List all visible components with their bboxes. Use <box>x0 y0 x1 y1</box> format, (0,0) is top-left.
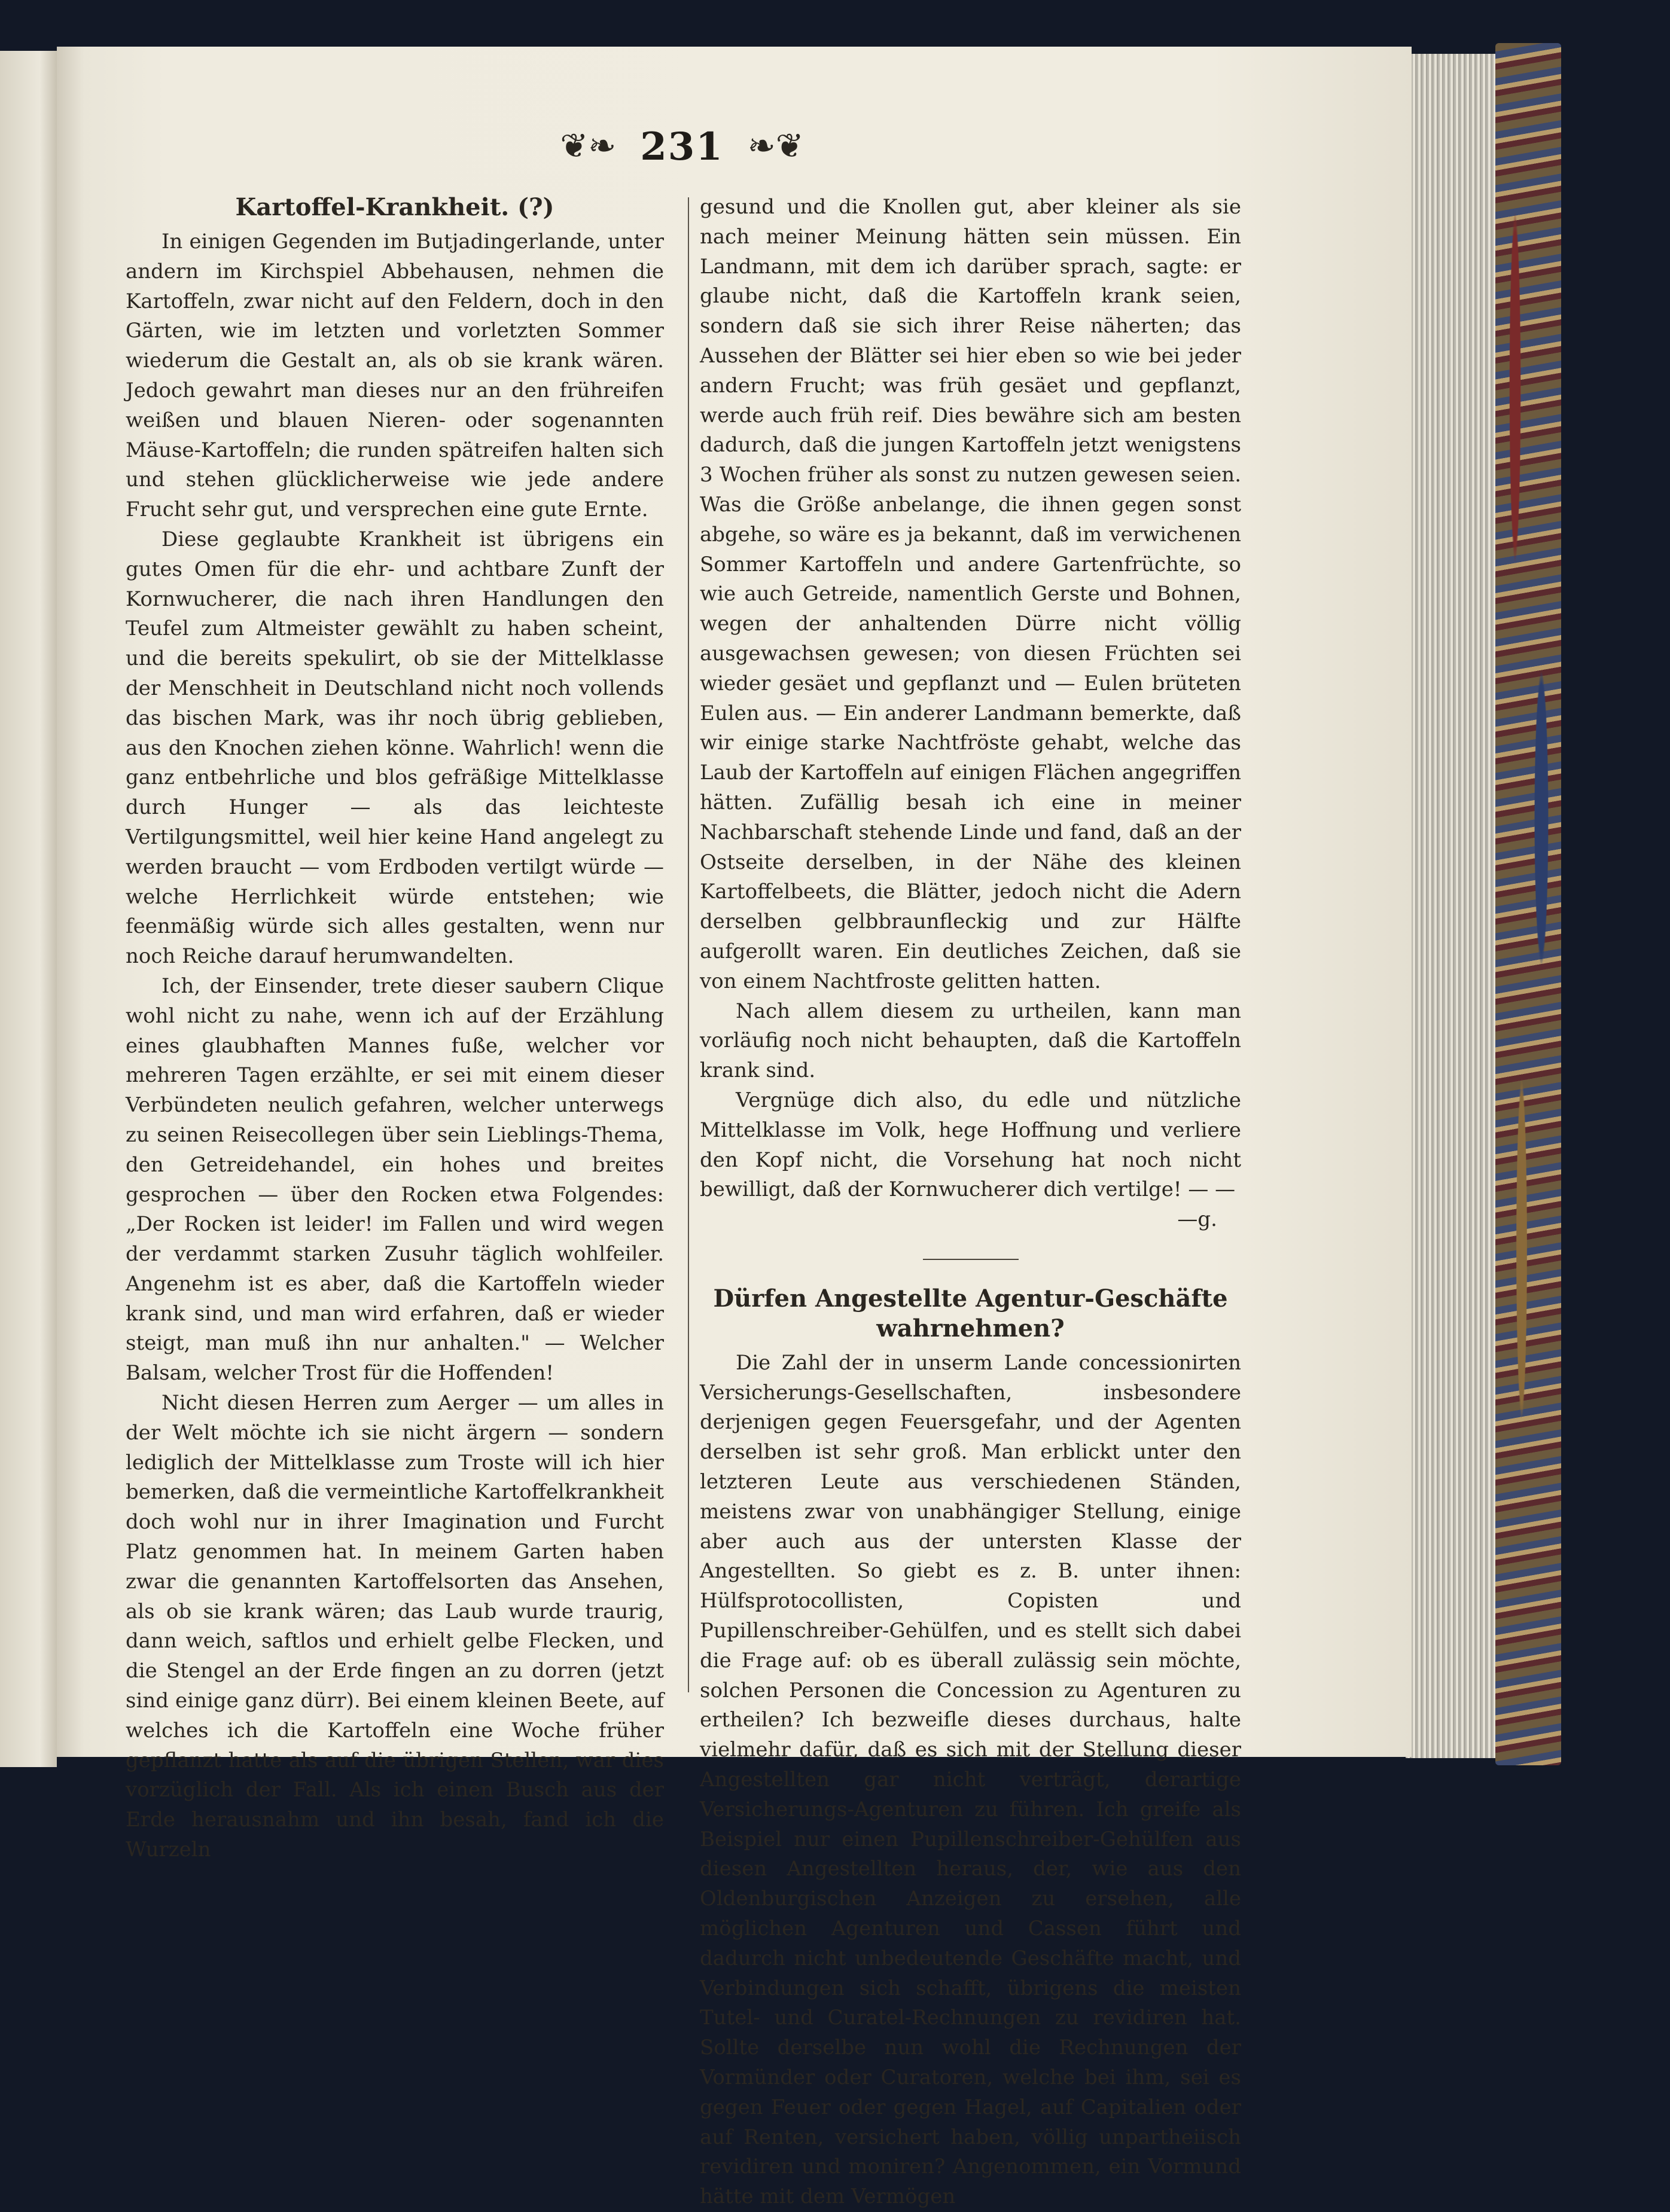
article2-paragraph-1: Die Zahl der in unserm Lande concessionirten Versicherungs-Gesellschaften, insbesondere derjenigen gegen Feuersgefahr, und der Agenten derselben ist sehr groß. Man erblickt unter den letzteren Leute aus verschiedenen Ständen, meistens zwar von unabhängiger Stellung, einige aber auch aus der untersten Klasse der Angestellten. So giebt es z. B. unter ihnen: Hülfsprotocollisten, Copisten und Pupillenschreiber-Gehülfen, und es stellt sich dabei die Frage auf: ob es überall zulässig sein möchte, solchen Personen die Concession zu Agenturen zu ertheilen? Ich bezweifle dieses durchaus, halte vielmehr dafür, daß es sich mit der Stellung dieser Angestellten gar nicht verträgt, derartige Versicherungs-Agenturen zu führen. Ich greife als Beispiel nur einen Pupillenschreiber-Gehülfen aus diesen Angestellten heraus, der, wie aus den Oldenburgischen Anzeigen zu ersehen, alle möglichen Agenturen und Cassen führt und dadurch nicht unbedeutende Geschäfte macht, und Verbindungen sich schafft, übrigens die meisten Tutel- und Curatel-Rechnungen zu revidiren hat. Sollte derselbe nun wohl die Rechnungen der Vormünder oder Curatoren, welche bei ihm, sei es gegen Feuer oder gegen Hagel, auf Capitalien oder auf Renten, versichert haben, völlig unpartheiisch revidiren und moniren? Angenommen, ein Vormund hätte mit dem Vermögen <box>700 1350 1241 2209</box>
article-divider <box>923 1259 1019 1260</box>
page-header <box>526 120 837 173</box>
article1-paragraph-4-continued: gesund und die Knollen gut, aber kleiner als sie nach meiner Meinung hätten sein müssen. Ein Landmann, mit dem ich darüber sprach, sagte: er glaube nicht, daß die Kartoffeln krank seien, sondern daß sie sich ihrer Reise näherten; das Aussehen der Blätter sei hier eben so wie bei jeder andern Frucht; was früh gesäet und gepflanzt, werde auch früh reif. Dies bewähre sich am besten dadurch, daß die jungen Kartoffeln jetzt wenigstens 3 Wochen früher als sonst zu nutzen gewesen seien. Was die Größe anbelange, die ihnen gegen sonst abgehe, so wäre es ja bekannt, daß im verwichenen Sommer Kartoffeln und andere Gartenfrüchte, so wie auch Getreide, namentlich Gerste und Bohnen, wegen der anhaltenden Dürre nicht völlig ausgewachsen gewesen; von diesen Früchten sei wieder gesäet und gepflanzt und — Eulen brüteten Eulen aus. — Ein anderer Landmann bemerkte, daß wir einige starke Nachtfröste gehabt, welche das Laub der Kartoffeln auf einigen Flächen angegriffen hätten. Zufällig besah ich eine in meiner Nachbarschaft stehende Linde und fand, daß an der Ostseite derselben, in der Nähe des kleinen Kartoffelbeets, die Blätter, jedoch nicht die Adern derselben gelbbraunfleckig und zur Hälfte aufgerollt waren. Ein deutliches Zeichen, daß sie von einem Nachtfroste gelitten hatten. <box>700 195 1241 993</box>
left-ornament-icon: ❦❧ <box>560 127 617 166</box>
right-ornament-icon: ❧❦ <box>747 127 804 166</box>
article1-paragraph-2: Diese geglaubte Krankheit ist übrigens ein gutes Omen für die ehr- und achtbare Zunft der Kornwucherer, die nach ihren Handlungen den Teufel zum Altmeister gewählt zu haben scheint, und die bereits spekulirt, ob sie der Mittelklasse der Menschheit in Deutschland nicht noch vollends das bischen Mark, was ihr noch übrig geblieben, aus den Knochen ziehen könne. Wahrlich! wenn die ganz entbehrliche und blos gefräßige Mittelklasse durch Hunger — als das leichteste Vertilgungsmittel, weil hier keine Hand angelegt zu werden braucht — vom Erdboden vertilgt würde — welche Herrlichkeit würde entstehen; wie feenmäßig würde sich alles gestalten, wenn nur noch Reiche darauf herumwandelten. <box>126 527 664 969</box>
article1-signature: —g. <box>1177 1207 1217 1232</box>
article1-paragraph-6: Vergnüge dich also, du edle und nützliche Mittelklasse im Volk, hege Hoffnung und verliere den Kopf nicht, die Vorsehung hat noch nicht bewilligt, daß der Kornwucherer dich vertilge! — — <box>700 1088 1241 1202</box>
page-block-edge <box>1406 54 1501 1758</box>
article1-paragraph-1: In einigen Gegenden im Butjadingerlande, unter andern im Kirchspiel Abbehausen, nehmen die Kartoffeln, zwar nicht auf den Feldern, doch in den Gärten, wie im letzten und vorletzten Sommer wiederum die Gestalt an, als ob sie krank wären. Jedoch gewahrt man dieses nur an den frühreifen weißen und blauen Nieren- oder sogenannten Mäuse-Kartoffeln; die runden spätreifen halten sich und stehen glücklicherweise wie jede andere Frucht sehr gut, und versprechen eine gute Ernte. <box>126 230 664 522</box>
article1-paragraph-5: Nach allem diesem zu urtheilen, kann man vorläufig noch nicht behaupten, daß die Kartoffeln krank sind. <box>700 999 1241 1083</box>
left-column <box>126 193 664 1865</box>
column-rule <box>688 197 689 1692</box>
article1-title: Kartoffel-Krankheit. (?) <box>235 193 554 221</box>
article1-paragraph-3: Ich, der Einsender, trete dieser saubern Clique wohl nicht zu nahe, wenn ich auf der Erzählung eines glaubhaften Mannes fuße, welcher vor mehreren Tagen erzählte, er sei mit einem dieser Verbündeten neulich gefahren, welcher unterwegs zu seinen Reisecollegen über sein Lieblings-Thema, den Getreidehandel, ein hohes und breites gesprochen — über den Rocken etwa Folgendes: „Der Rocken ist leider! im Fallen und wird wegen der verdammt starken Zusuhr täglich wohlfeiler. Angenehm ist es aber, daß die Kartoffeln wieder krank sind, und man wird erfahren, daß er wieder steigt, man muß ihn nur anhalten." — Welcher Balsam, welcher Trost für die Hoffenden! <box>126 974 664 1386</box>
left-facing-page <box>0 51 57 1767</box>
right-column <box>700 193 1241 2212</box>
article2-title: Dürfen Angestellte Agentur-Geschäfte wahrnehmen? <box>713 1284 1228 1343</box>
marbled-cover-board <box>1495 43 1561 1765</box>
page-number: 231 <box>640 124 724 169</box>
article1-paragraph-4: Nicht diesen Herren zum Aerger — um alles in der Welt möchte ich sie nicht ärgern — sondern lediglich der Mittelklasse zum Troste will ich hier bemerken, daß die vermeintliche Kartoffelkrankheit doch wohl nur in ihrer Imagination und Furcht Platz genommen hat. In meinem Garten haben zwar die genannten Kartoffelsorten das Ansehen, als ob sie krank wären; das Laub wurde traurig, dann weich, saftlos und erhielt gelbe Flecken, und die Stengel an der Erde fingen an zu dorren (jetzt sind einige ganz dürr). Bei einem kleinen Beete, auf welches ich die Kartoffeln eine Woche früher gepflanzt hatte als auf die übrigen Stellen, war dies vorzüglich der Fall. Als ich einen Busch aus der Erde herausnahm und ihn besah, fand ich die Wurzeln <box>126 1391 664 1862</box>
